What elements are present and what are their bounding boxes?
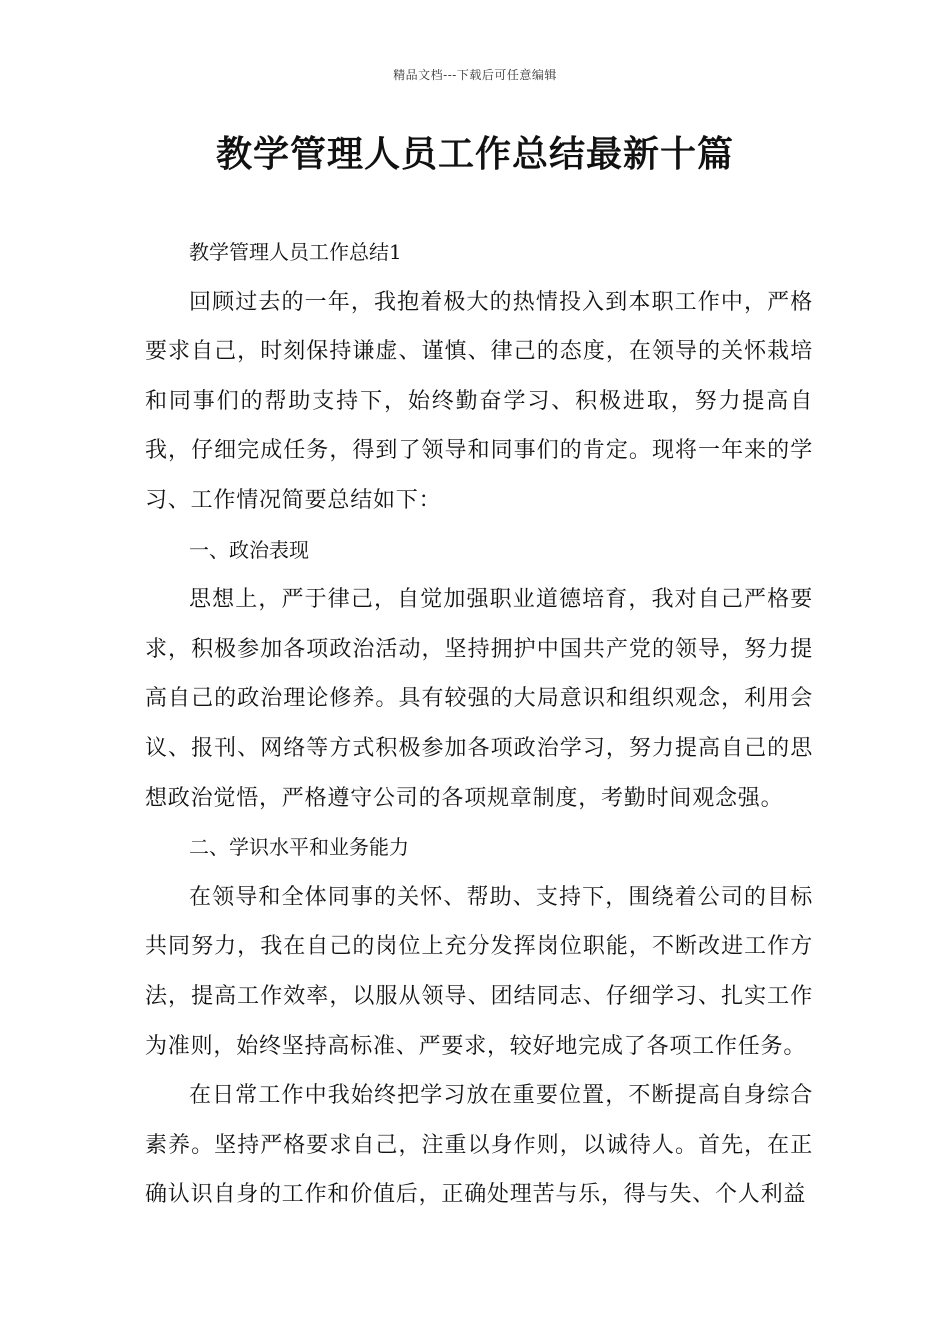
paragraph-intro: 回顾过去的一年，我抱着极大的热情投入到本职工作中，严格要求自己，时刻保持谦虚、谨慎、律己的态度，在领导的关怀栽培和同事们的帮助支持下，始终勤奋学习、积极进取，努力提高自我，仔细完成任务，得到了领导和同事们的肯定。现将一年来的学习、工作情况简要总结如下： [145,289,813,513]
paragraph-daily-work: 在日常工作中我始终把学习放在重要位置，不断提高自身综合素养。坚持严格要求自己，注重以身作则，以诚待人。首先，在正确认识自身的工作和价值后，正确处理苦与乐，得与失、个人利益 [145,1083,813,1208]
heading-knowledge: 二、学识水平和业务能力 [189,835,409,860]
paragraph-knowledge: 在领导和全体同事的关怀、帮助、支持下，围绕着公司的目标共同努力，我在自己的岗位上充分发挥岗位职能，不断改进工作方法，提高工作效率，以服从领导、团结同志、仔细学习、扎实工作为准则，始终坚持高标准、严要求，较好地完成了各项工作任务。 [145,884,813,1059]
heading-political: 一、政治表现 [189,537,309,562]
document-title: 教学管理人员工作总结最新十篇 [215,133,734,175]
header-note: 精品文档---下载后可任意编辑 [393,68,557,82]
section-subtitle: 教学管理人员工作总结1 [189,240,402,264]
paragraph-political: 思想上，严于律己，自觉加强职业道德培育，我对自己严格要求，积极参加各项政治活动，坚持拥护中国共产党的领导，努力提高自己的政治理论修养。具有较强的大局意识和组织观念，利用会议、报刊、网络等方式积极参加各项政治学习，努力提高自己的思想政治觉悟，严格遵守公司的各项规章制度，考勤时间观念强。 [145,587,813,811]
document-body [145,228,813,1220]
